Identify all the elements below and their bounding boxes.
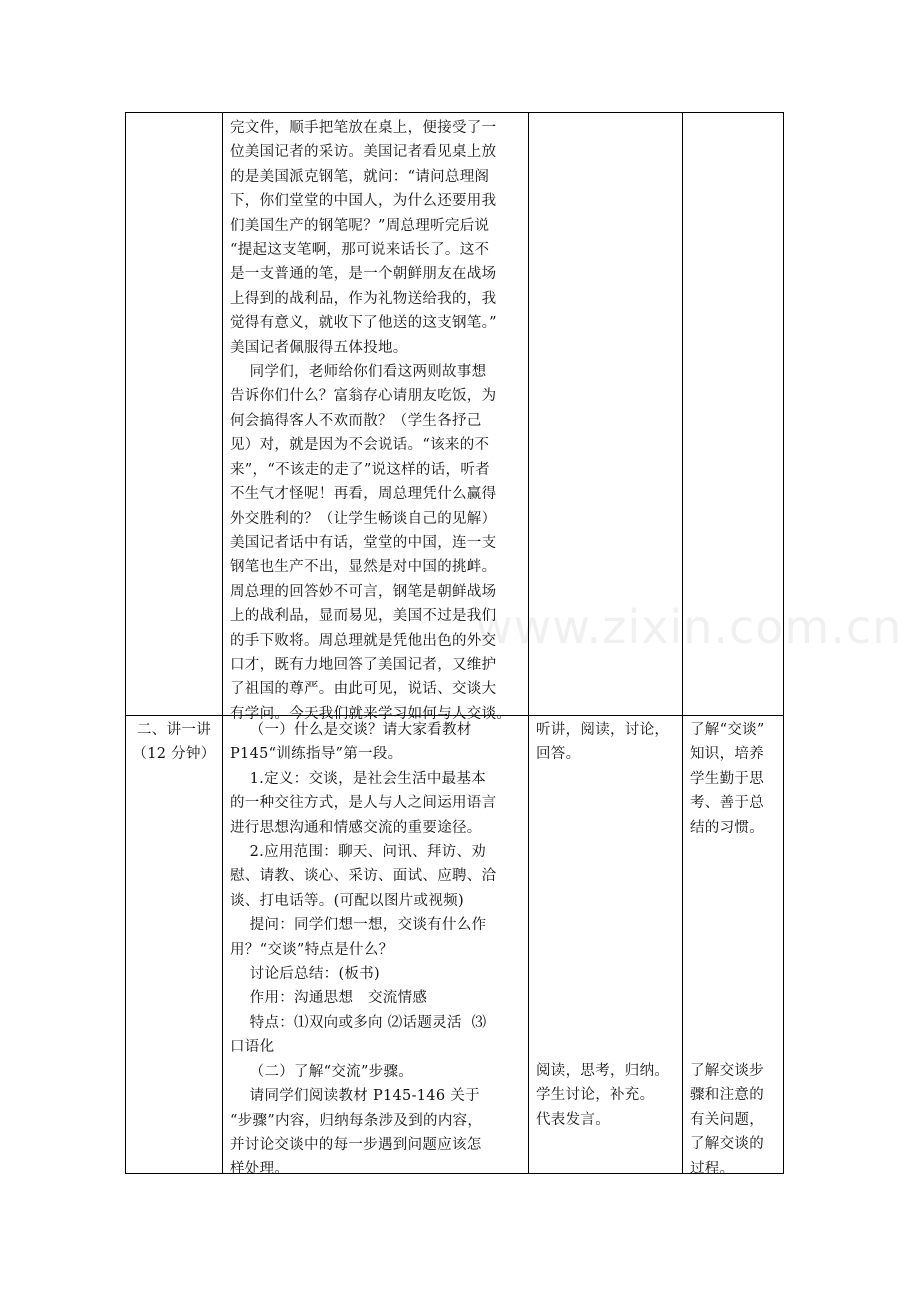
content-line: 上的战利品，显而易见，美国不过是我们 [230,608,497,625]
content-line: 不生气才怪呢！再看，周总理凭什么赢得 [230,486,497,503]
content-line: 周总理的回答妙不可言，钢笔是朝鲜战场 [230,583,497,600]
content-line: 提问：同学们想一想，交谈有什么作 [230,917,487,934]
student-activity-line: 阅读，思考，归纳。 [536,1063,670,1079]
content-line: 见）对，就是因为不会说话。“该来的不 [230,437,490,454]
content-line: 来”，“不该走的走了”说这样的话，听者 [230,461,490,478]
content-line: “提起这支笔啊，那可说来话长了。这不 [230,242,490,259]
content-line: 用？“交谈”特点是什么？ [230,941,394,958]
content-line: 外交胜利的？（让学生畅谈自己的见解） [230,510,497,527]
content-line: 上得到的战利品，作为礼物送给我的，我 [230,290,497,307]
design-intent-line: 结的习惯。 [690,819,764,836]
content-line: 完文件，顺手把笔放在桌上，便接受了一 [230,120,497,136]
content-line: （二）了解“交流”步骤。 [230,1063,414,1080]
design-intent-line: 考、善于总 [690,795,764,812]
student-activity-line: 回答。 [536,746,581,763]
content-line: 的是美国派克钢笔，就问：“请问总理阁 [230,168,490,185]
content-line: 样处理。 [230,1161,290,1178]
content-line: 慰、请教、谈心、采访、面试、应聘、洽 [230,868,497,885]
content-line: 下，你们堂堂的中国人，为什么还要用我 [230,193,497,210]
content-line: “步骤”内容，归纳每条涉及到的内容， [230,1112,483,1129]
student-activity-b [536,1059,680,1132]
content-line: 告诉你们什么？富翁存心请朋友吃饭，为 [230,388,497,405]
design-intent-line: 有关问题， [690,1111,764,1128]
column-divider [222,113,223,1173]
design-intent-line: 学生勤于思 [690,770,764,787]
content-line: 作用：沟通思想 交流情感 [230,990,428,1007]
content-line: 同学们，老师给你们看这两则故事想 [230,364,487,381]
content-line: 觉得有意义，就收下了他送的这支钢笔。” [230,315,497,332]
content-line: 钢笔也生产不出，显然是对中国的挑衅。 [230,559,497,576]
content-line: 们美国生产的钢笔呢？”周总理听完后说 [230,217,490,234]
content-line: 请同学们阅读教材 P145-146 关于 [230,1088,480,1105]
content-line: （一）什么是交谈？请大家看教材 [230,722,472,738]
design-intent-a [690,718,782,840]
student-activity-line: 听讲，阅读，讨论， [536,722,670,738]
design-intent-line: 骤和注意的 [690,1087,764,1104]
watermark: www.zixin.com.cn [475,600,903,654]
content-line: 口语化 [230,1039,275,1056]
content-line: 并讨论交谈中的每一步遇到问题应该怎 [230,1136,482,1153]
content-line: 位美国记者的采访。美国记者看见桌上放 [230,144,497,161]
content-line: 美国记者佩服得五体投地。 [230,339,408,356]
student-activity-line: 学生讨论，补充。 [536,1087,655,1104]
content-line: 了祖国的尊严。由此可见，说话、交谈大 [230,681,497,698]
design-intent-line: 了解交谈步 [690,1063,764,1079]
content-line: 的手下败将。周总理就是凭他出色的外交 [230,632,497,649]
content-line: 谈、打电话等。(可配以图片或视频) [230,892,464,909]
content-line: 1.定义：交谈，是社会生活中最基本 [230,770,487,787]
content-line: 是一支普通的笔，是一个朝鲜朋友在战场 [230,266,497,283]
stage-duration: （12 分钟） [132,746,216,763]
design-intent-line: 了解交谈的 [690,1136,764,1153]
row2-content-cell [230,718,524,1182]
content-line: 的一种交往方式，是人与人之间运用语言 [230,795,497,812]
content-line: 进行思想沟通和情感交流的重要途径。 [230,819,482,836]
content-line: 特点：⑴双向或多向 ⑵话题灵活 ⑶ [230,1014,487,1031]
content-line: 讨论后总结：(板书) [230,966,380,983]
student-activity-a [536,718,680,767]
stage-title: 二、讲一讲 [137,722,211,738]
design-intent-b [690,1059,782,1181]
content-line: 2.应用范围：聊天、问讯、拜访、劝 [230,844,487,861]
content-line: 有学问。今天我们就来学习如何与人交谈。 [230,705,512,722]
content-line: 何会搞得客人不欢而散？（学生各抒己 [230,412,482,429]
design-intent-line: 了解“交谈” [690,722,765,738]
design-intent-line: 知识，培养 [690,746,764,763]
content-line: P145“训练指导”第一段。 [230,746,403,763]
content-line: 美国记者话中有话，堂堂的中国，连一支 [230,534,497,551]
student-activity-line: 代表发言。 [536,1111,610,1128]
content-line: 口才，既有力地回答了美国记者，又维护 [230,656,497,673]
design-intent-line: 过程。 [690,1160,735,1177]
row2-stage-cell [126,718,222,767]
